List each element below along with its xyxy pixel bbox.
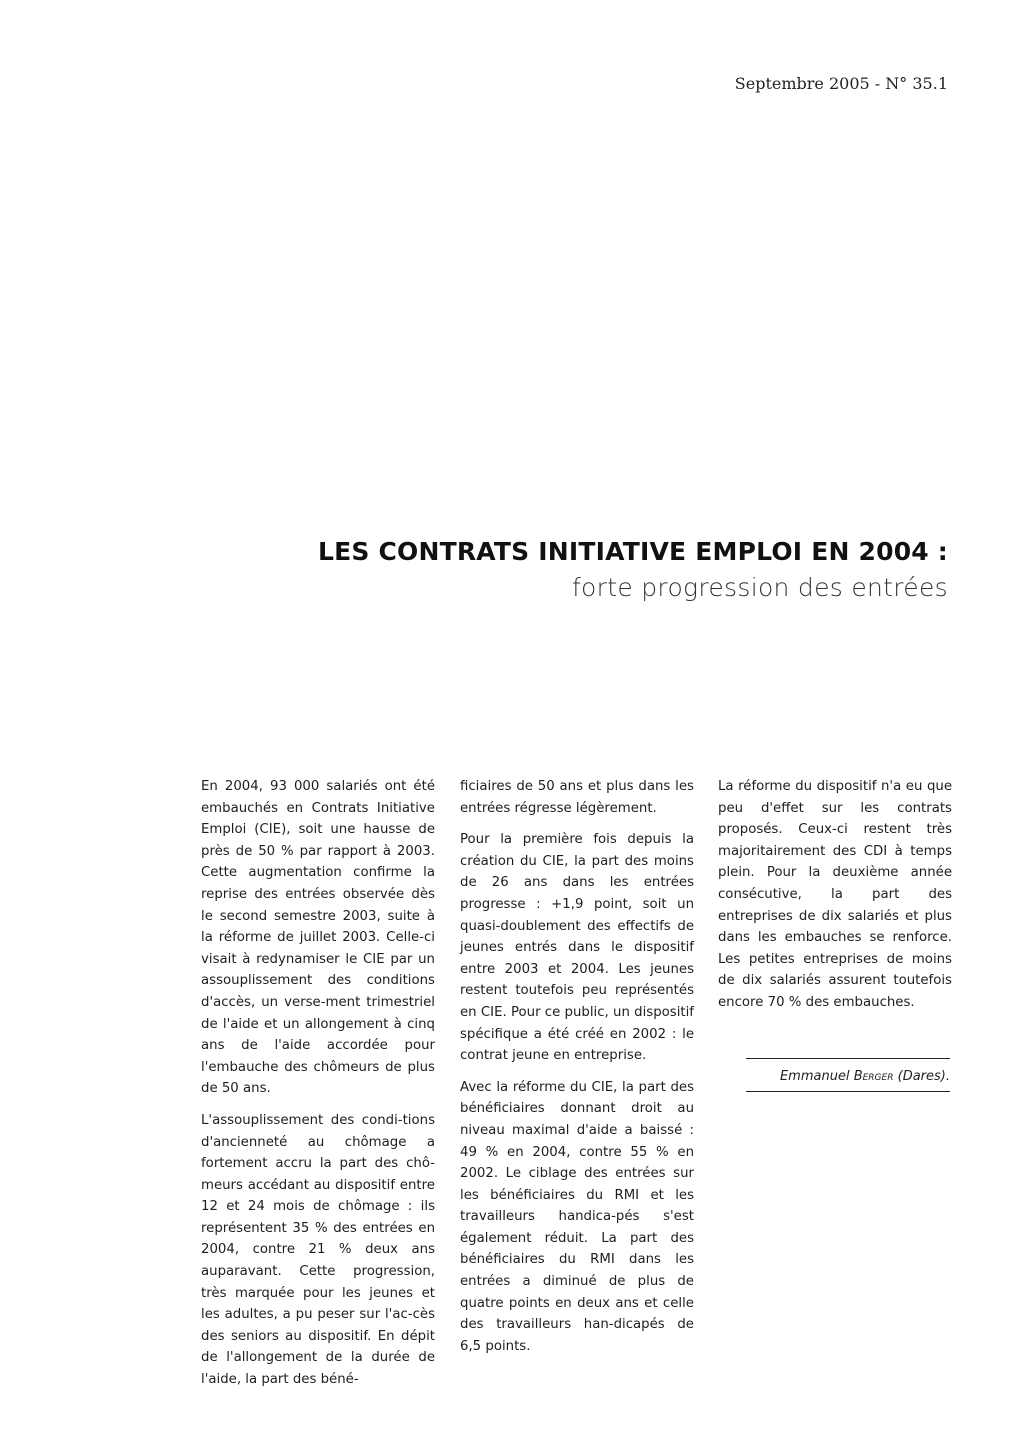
article-subtitle: forte progression des entrées: [571, 573, 948, 602]
paragraph: La réforme du dispositif n'a eu que peu d'effet sur les contrats proposés. Ceux-ci restent très majoritairement des CDI à temps plein. Pour la deuxième année consécutive, la part des entreprises de dix salariés et plus dans les embauches se renforce. Les petites entreprises de moins de dix salariés assurent toutefois encore 70 % des embauches.: [718, 779, 952, 1010]
text-column-1: [201, 776, 435, 1401]
author-last-name: Berger: [853, 1069, 894, 1084]
issue-header: Septembre 2005 - N° 35.1: [734, 74, 948, 93]
text-column-2: [460, 776, 694, 1367]
text-column-3: [718, 776, 952, 1024]
author-affiliation: (Dares).: [897, 1069, 950, 1084]
author-credit: [746, 1058, 950, 1092]
paragraph: Avec la réforme du CIE, la part des bénéficiaires donnant droit au niveau maximal d'aide a baissé : 49 % en 2004, contre 55 % en 2002. Le ciblage des entrées sur les bénéficiaires du RMI et les travailleurs handica-pés s'est également réduit. La part des bénéficiaires du RMI dans les entrées a diminué de plus de quatre points en deux ans et celle des travailleurs han-dicapés de 6,5 points.: [460, 1079, 694, 1354]
paragraph: ficiaires de 50 ans et plus dans les entrées régresse légèrement.: [460, 779, 694, 816]
paragraph: Pour la première fois depuis la création du CIE, la part des moins de 26 ans dans les entrées progresse : +1,9 point, soit un quasi-doublement des effectifs de jeunes entrés dans le dispositif entre 2003 et 2004. Les jeunes restent toutefois peu représentés en CIE. Pour ce public, un dispositif spécifique a été créé en 2002 : le contrat jeune en entreprise.: [460, 832, 694, 1064]
article-title: LES CONTRATS INITIATIVE EMPLOI EN 2004 :: [317, 537, 948, 566]
paragraph: L'assouplissement des condi-tions d'ancienneté au chômage a fortement accru la part des chô-meurs accédant au dispositif entre 12 et 24 mois de chômage : ils représentent 35 % des entrées en 2004, contre 21 % deux ans auparavant. Cette progression, très marquée pour les jeunes et les adultes, a pu peser sur l'ac-cès des seniors au dispositif. En dépit de l'allongement de la durée de l'aide, la part des béné-: [201, 1112, 435, 1388]
article-title-block: [318, 535, 948, 607]
author-first-name: Emmanuel: [779, 1069, 850, 1084]
paragraph: En 2004, 93 000 salariés ont été embauchés en Contrats Initiative Emploi (CIE), soit une hausse de près de 50 % par rapport à 2003. Cette augmentation confirme la reprise des entrées observée dès le second semestre 2003, suite à la réforme de juillet 2003. Celle-ci visait à redynamiser le CIE par un assouplissement des conditions d'accès, un verse-ment trimestriel de l'aide et un allongement à cinq ans de l'aide accordée pour l'embauche des chômeurs de plus de 50 ans.: [201, 779, 435, 1097]
